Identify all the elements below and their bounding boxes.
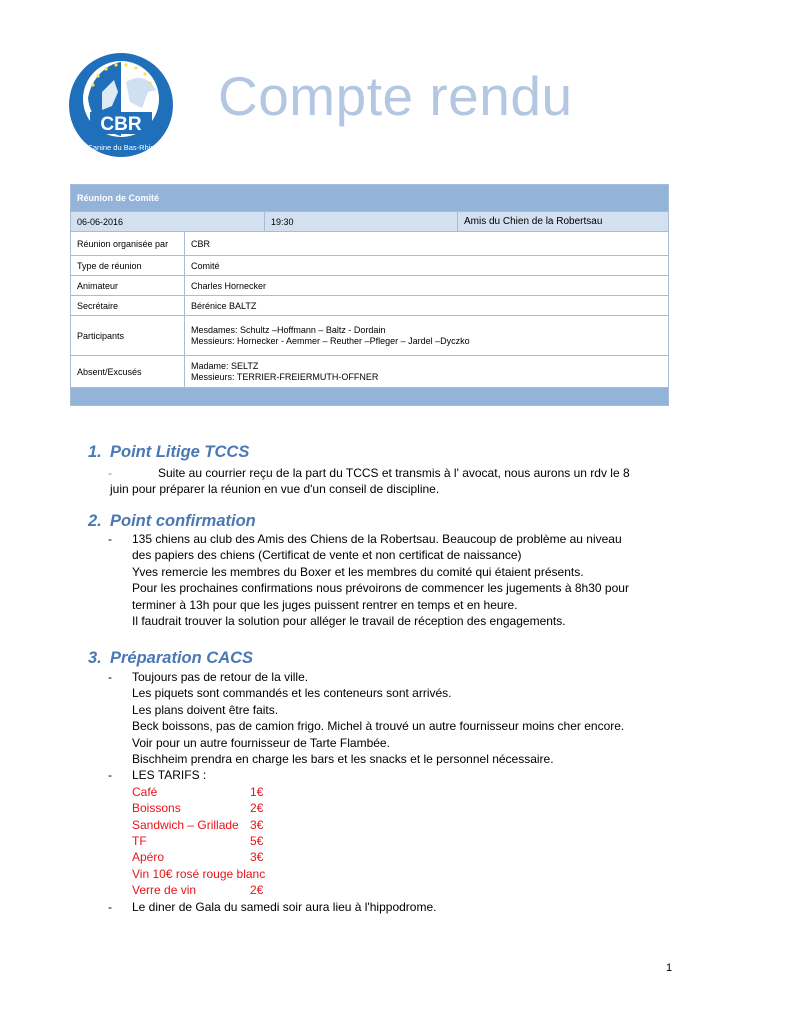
row-value: CBR	[185, 232, 669, 256]
row-value: Bérénice BALTZ	[185, 296, 669, 316]
tarif-row: Apéro 3€	[132, 850, 264, 865]
tarif-row: Sandwich – Grillade 3€	[132, 817, 264, 832]
absent-women: Madame: SELTZ	[191, 360, 259, 371]
section-title: 2. Point confirmation	[88, 512, 256, 530]
row-label: Réunion organisée par	[71, 232, 185, 256]
row-label: Secrétaire	[71, 296, 185, 316]
tarif-row: TF 5€	[132, 834, 264, 849]
row-label: Absent/Excusés	[71, 356, 185, 388]
section-point-confirmation	[88, 512, 256, 531]
meeting-time: 19:30	[265, 212, 458, 232]
svg-text:Canine du Bas-Rhin: Canine du Bas-Rhin	[87, 143, 155, 152]
participants-value	[185, 316, 669, 356]
absent-value	[185, 356, 669, 388]
row-value: Charles Hornecker	[185, 276, 669, 296]
cbr-logo	[68, 52, 174, 158]
section-1-body: - Suite au courrier reçu de la part du TCCS et transmis à l' avocat, nous aurons un rdv le 8 juin pour préparer la réunion en vue d'un conseil de discipline.	[88, 465, 688, 498]
absent-men: Messieurs: TERRIER-FREIERMUTH-OFFNER	[191, 371, 379, 382]
list-item: - Toujours pas de retour de la ville. Les piquets sont commandés et les conteneurs sont arrivés. Les plans doivent être faits. Beck boissons, pas de camion frigo. Michel à trouvé un autre fournisseur moins cher encore. Voir pour un autre fournisseur de Tarte Flambée. Bischheim prendra en charge les bars et les snacks et le personnel nécessaire.	[108, 670, 625, 767]
list-item: - Suite au courrier reçu de la part du TCCS et transmis à l' avocat, nous aurons un rdv le 8	[108, 466, 630, 480]
tarif-row: Boissons 2€	[132, 801, 264, 816]
meeting-header: Réunion de Comité	[71, 185, 669, 212]
participants-men: Messieurs: Hornecker - Aemmer – Reuther –Pfleger – Jardel –Dyczko	[191, 335, 470, 346]
participants-women: Mesdames: Schultz –Hoffmann – Baltz - Dordain	[191, 324, 386, 335]
meeting-date: 06-06-2016	[71, 212, 265, 232]
section-title: 1. Point Litige TCCS	[88, 443, 250, 461]
svg-text:CBR: CBR	[100, 114, 142, 135]
page-title: Compte rendu	[218, 65, 573, 127]
list-item: - Le diner de Gala du samedi soir aura lieu à l'hippodrome.	[108, 899, 437, 914]
list-item: - 135 chiens au club des Amis des Chiens de la Robertsau. Beaucoup de problème au niveau des papiers des chiens (Certificat de vente et non certificat de naissance) Yves remercie les membres du Boxer et les membres du comité qui étaient présents. Pour les prochaines confirmations nous prévoirons de commencer les jugements à 8h30 pour terminer à 13h pour que les juges puissent rentrer en temps et en heure. Il faudrait trouver la solution pour alléger le travail de réception des engagements.	[108, 532, 629, 629]
tarif-row: Vin 10€ rosé rouge blanc	[132, 866, 266, 881]
section-3-body	[88, 669, 688, 915]
tarif-row: Verre de vin 2€	[132, 883, 264, 898]
row-value: Comité	[185, 256, 669, 276]
list-item-tarifs: - LES TARIFS : Café 1€ Boissons 2€ Sandwich – Grillade 3€ TF 5€ Apéro 3€ Vin 10€ rosé rouge blanc Verre de vin 2€	[88, 767, 688, 898]
cbr-logo-icon	[68, 52, 174, 158]
page-number: 1	[666, 962, 673, 974]
table-footer	[71, 388, 669, 406]
meeting-info-table	[70, 184, 669, 406]
section-preparation-cacs	[88, 649, 253, 668]
section-title: 3. Préparation CACS	[88, 649, 254, 667]
row-label: Participants	[71, 316, 185, 356]
section-point-litige	[88, 443, 249, 462]
row-label: Type de réunion	[71, 256, 185, 276]
tarif-row: Café 1€	[132, 784, 264, 799]
row-label: Animateur	[71, 276, 185, 296]
meeting-location: Amis du Chien de la Robertsau	[458, 212, 669, 232]
section-2-body	[88, 531, 688, 629]
